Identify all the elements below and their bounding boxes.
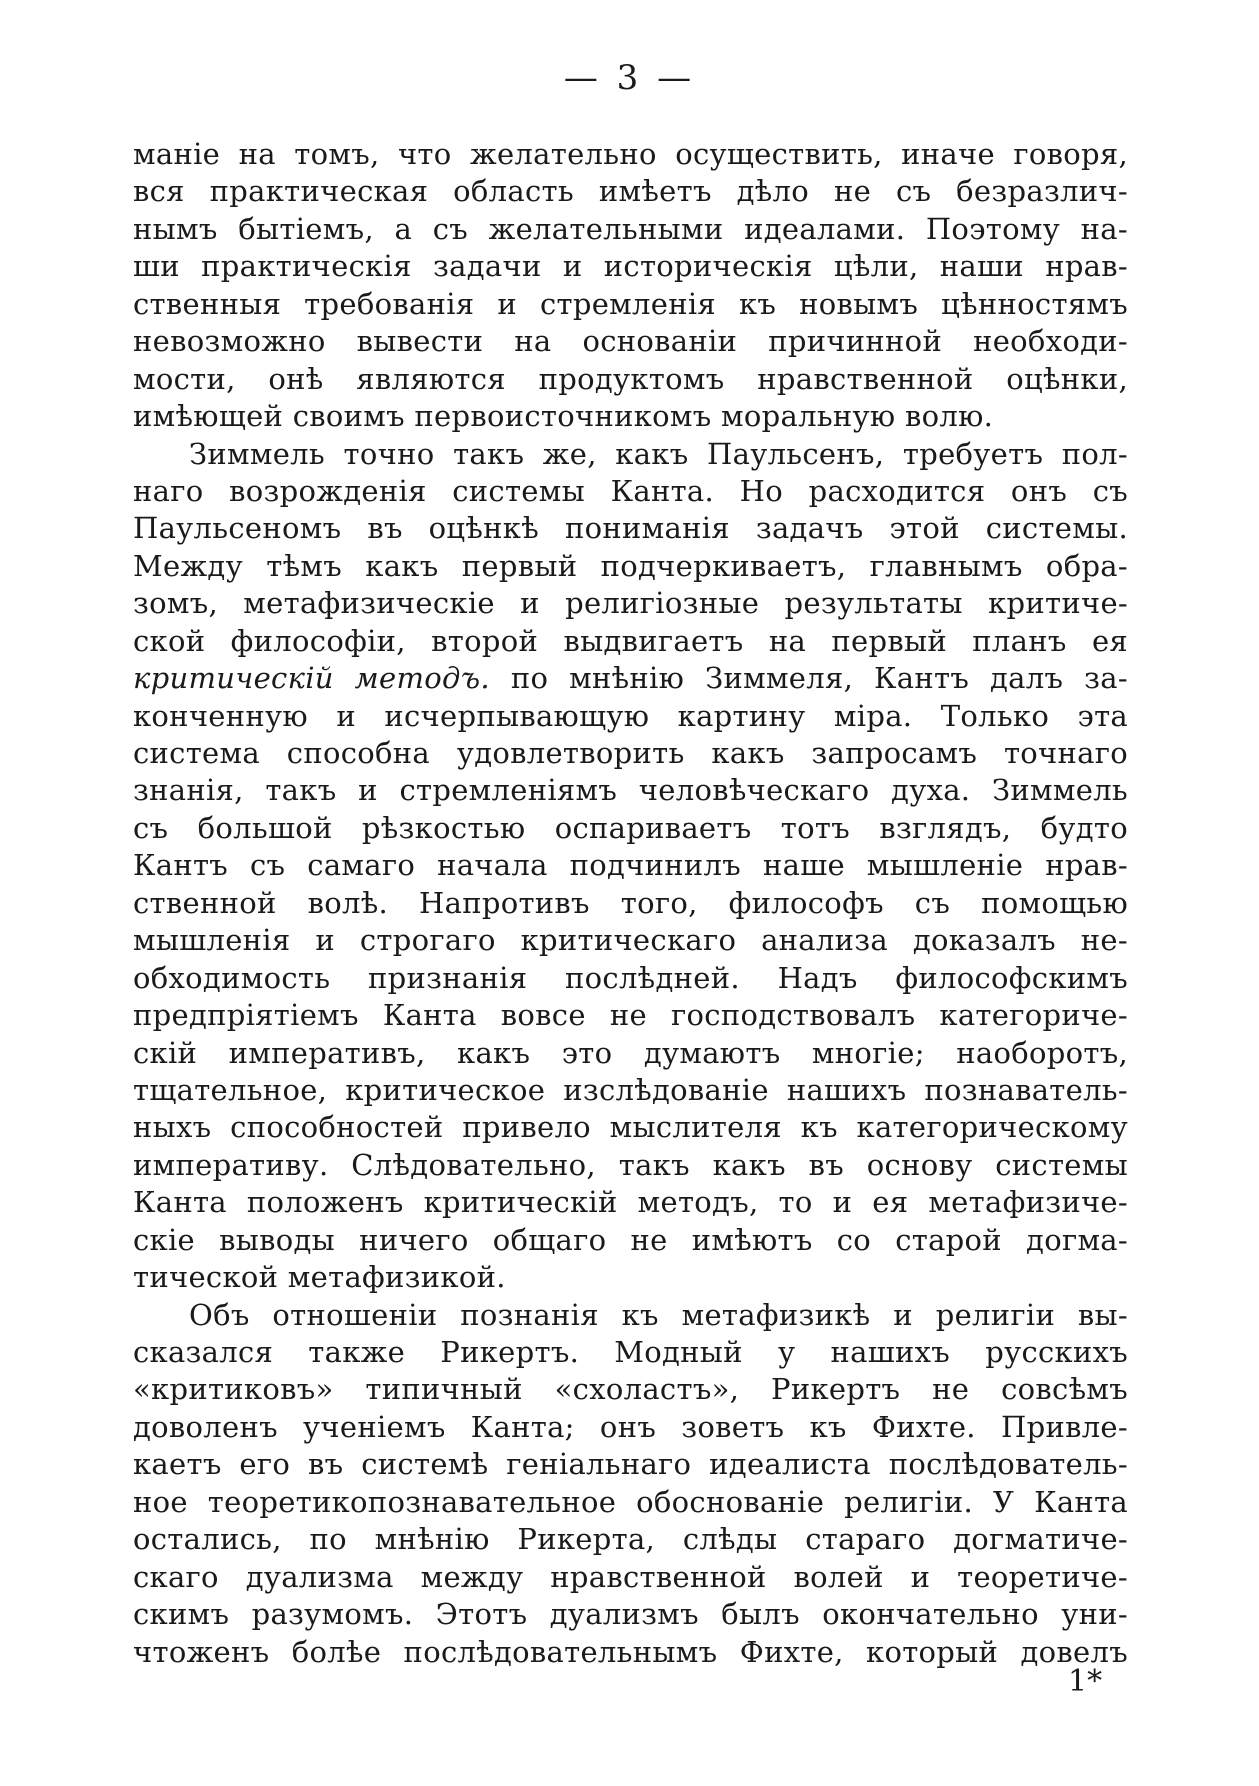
text-line: ши практическія задачи и историческія цѣли, наши нрав- [133, 249, 1128, 284]
body-text [133, 136, 1128, 1671]
text-line: тической метафизикой. [133, 1260, 506, 1295]
text-line: конченную и исчерпывающую картину міра. Только эта [133, 698, 1128, 733]
paragraph-3 [133, 1297, 1128, 1671]
text-line: система способна удовлетворить какъ запросамъ точнаго [133, 736, 1128, 770]
paragraph-2 [133, 436, 1128, 1297]
text-line: Паульсеномъ въ оцѣнкѣ пониманія задачъ этой системы. [133, 511, 1128, 546]
text-line: скаго дуализма между нравственной волей и теоретиче- [133, 1559, 1128, 1594]
text-line: мышленія и строгаго критическаго анализа доказалъ не- [133, 923, 1128, 958]
text-line: предпріятіемъ Канта вовсе не господствовалъ категориче- [133, 998, 1128, 1033]
italic-phrase: критическій методъ. [133, 661, 490, 696]
text-line: чтоженъ болѣе послѣдовательнымъ Фихте, который довелъ [133, 1634, 1128, 1669]
text-line: каетъ его въ системѣ геніальнаго идеалиста послѣдователь- [133, 1447, 1128, 1482]
text-line: нымъ бытіемъ, а съ желательными идеалами. Поэтому на- [133, 211, 1128, 246]
text-line: ныхъ способностей привело мыслителя къ категорическому [133, 1110, 1128, 1145]
text-line: вся практическая область имѣетъ дѣло не съ безразлич- [133, 174, 1128, 209]
text-line: доволенъ ученіемъ Канта; онъ зоветъ къ Фихте. Привле- [133, 1409, 1128, 1444]
text-line: зомъ, метафизическіе и религіозные результаты критиче- [133, 586, 1128, 621]
text-line: Между тѣмъ какъ первый подчеркиваетъ, главнымъ обра- [133, 548, 1128, 583]
text-line: Зиммель точно такъ же, какъ Паульсенъ, требуетъ пол- [189, 436, 1128, 471]
printer-signature-mark: 1* [1068, 1664, 1103, 1699]
text-line: наго возрожденія системы Канта. Но расходится онъ съ [133, 473, 1128, 508]
text-line: ственныя требованія и стремленія къ новымъ цѣнностямъ [133, 286, 1128, 321]
text-line: сказался также Рикертъ. Модный у нашихъ русскихъ [133, 1335, 1128, 1369]
text-line: скіе выводы ничего общаго не имѣютъ со старой догма- [133, 1222, 1128, 1257]
text-line: невозможно вывести на основаніи причинной необходи- [133, 324, 1128, 359]
page-number: — 3 — [563, 58, 696, 98]
text-line: скимъ разумомъ. Этотъ дуализмъ былъ окончательно уни- [133, 1597, 1128, 1632]
text-line: «критиковъ» типичный «схоластъ», Рикертъ не совсѣмъ [133, 1372, 1128, 1407]
text-line: съ большой рѣзкостью оспариваетъ тотъ взглядъ, будто [133, 810, 1128, 845]
text-line: знанія, такъ и стремленіямъ человѣческаго духа. Зиммель [133, 773, 1128, 808]
text-line: обходимость признанія послѣдней. Надъ философскимъ [133, 960, 1128, 995]
paragraph-1 [133, 136, 1128, 436]
text-line: маніе на томъ, что желательно осуществить, иначе говоря, [133, 137, 1128, 171]
text-line: Канта положенъ критическій методъ, то и ея метафизиче- [133, 1185, 1128, 1220]
text-line: Объ отношеніи познанія къ метафизикѣ и религіи вы- [189, 1297, 1128, 1332]
text-line: ное теоретикопознавательное обоснованіе религіи. У Канта [133, 1484, 1128, 1519]
text-line: императиву. Слѣдовательно, такъ какъ въ основу системы [133, 1147, 1128, 1182]
text-line: ственной волѣ. Напротивъ того, философъ съ помощью [133, 885, 1128, 920]
text-line: остались, по мнѣнію Рикерта, слѣды стараго догматиче- [133, 1522, 1128, 1557]
text-line: Кантъ съ самаго начала подчинилъ наше мышленіе нрав- [133, 848, 1128, 883]
text-line: тщательное, критическое изслѣдованіе нашихъ познаватель- [133, 1072, 1128, 1107]
text-line-with-italic [133, 660, 1128, 697]
text-line: скій императивъ, какъ это думаютъ многіе; наоборотъ, [133, 1035, 1128, 1070]
text-line: имѣющей своимъ первоисточникомъ моральную волю. [133, 399, 994, 434]
text-line: ской философіи, второй выдвигаетъ на первый планъ ея [133, 623, 1128, 658]
text-line-rest: по мнѣнію Зиммеля, Кантъ далъ за- [510, 661, 1128, 696]
text-line: мости, онѣ являются продуктомъ нравственной оцѣнки, [133, 361, 1128, 396]
